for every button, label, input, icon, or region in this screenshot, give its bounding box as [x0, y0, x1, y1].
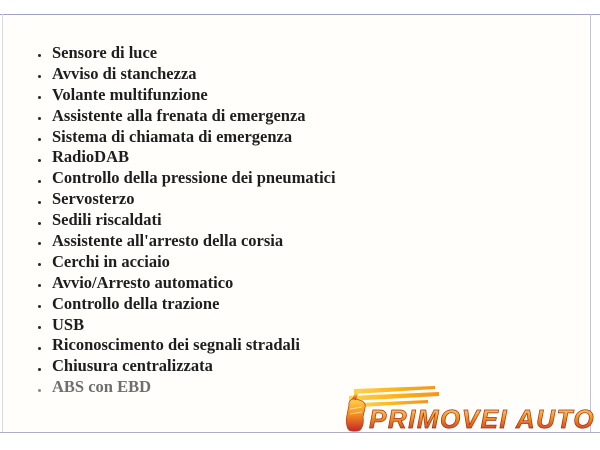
list-item-label: Servosterzo: [52, 189, 135, 209]
list-item-label: RadioDAB: [52, 147, 130, 167]
list-item-label: Sistema di chiamata di emergenza: [52, 126, 293, 146]
list-item-label: Cerchi in acciaio: [52, 251, 170, 271]
bullet-icon: [38, 75, 41, 78]
list-item: [38, 377, 336, 398]
feature-list: [38, 43, 336, 398]
list-item-label: Riconoscimento dei segnali stradali: [52, 335, 300, 355]
list-item: [38, 147, 336, 168]
bullet-icon: [38, 222, 41, 225]
list-item: [38, 356, 336, 377]
list-item: [38, 85, 336, 106]
list-item-label: Avvio/Arresto automatico: [52, 272, 234, 292]
list-item-label: Chiusura centralizzata: [52, 356, 213, 376]
primovei-auto-logo-graphic: [338, 385, 600, 435]
list-item: [38, 106, 336, 127]
bullet-icon: [38, 263, 41, 266]
bullet-icon: [38, 242, 41, 245]
primovei-auto-logo: [338, 385, 600, 435]
bullet-icon: [38, 138, 41, 141]
list-item: [38, 210, 336, 231]
bullet-icon: [38, 305, 41, 308]
list-item: [38, 294, 336, 315]
bullet-icon: [38, 284, 41, 287]
bullet-icon: [38, 96, 41, 99]
list-item-label: Volante multifunzione: [52, 84, 208, 104]
bullet-icon: [38, 368, 41, 371]
list-item-label: Avviso di stanchezza: [52, 63, 197, 83]
list-item: [38, 273, 336, 294]
list-item-label: Controllo della trazione: [52, 293, 220, 313]
list-item: [38, 335, 336, 356]
list-item-label: Assistente all'arresto della corsia: [52, 231, 284, 251]
list-item-label: USB: [52, 314, 85, 334]
list-item-label: Sensore di luce: [52, 43, 158, 62]
list-item-label: Assistente alla frenata di emergenza: [52, 105, 306, 125]
logo-text: PRIMOVEI AUTO: [369, 404, 596, 434]
list-item: [38, 43, 336, 64]
bullet-icon: [38, 389, 41, 392]
bullet-icon: [38, 180, 41, 183]
bullet-icon: [38, 159, 41, 162]
bullet-icon: [38, 117, 41, 120]
list-item: [38, 189, 336, 210]
list-item: [38, 315, 336, 336]
bullet-icon: [38, 347, 41, 350]
bullet-icon: [38, 201, 41, 204]
frame-right-border: [590, 14, 591, 432]
list-item-label: Sedili riscaldati: [52, 210, 162, 230]
list-item: [38, 64, 336, 85]
bullet-icon: [38, 326, 41, 329]
list-item-label: ABS con EBD: [52, 377, 152, 397]
list-item-label: Controllo della pressione dei pneumatici: [52, 168, 336, 188]
list-item: [38, 168, 336, 189]
list-item: [38, 231, 336, 252]
bullet-icon: [38, 54, 41, 57]
list-item: [38, 252, 336, 273]
list-item: [38, 127, 336, 148]
